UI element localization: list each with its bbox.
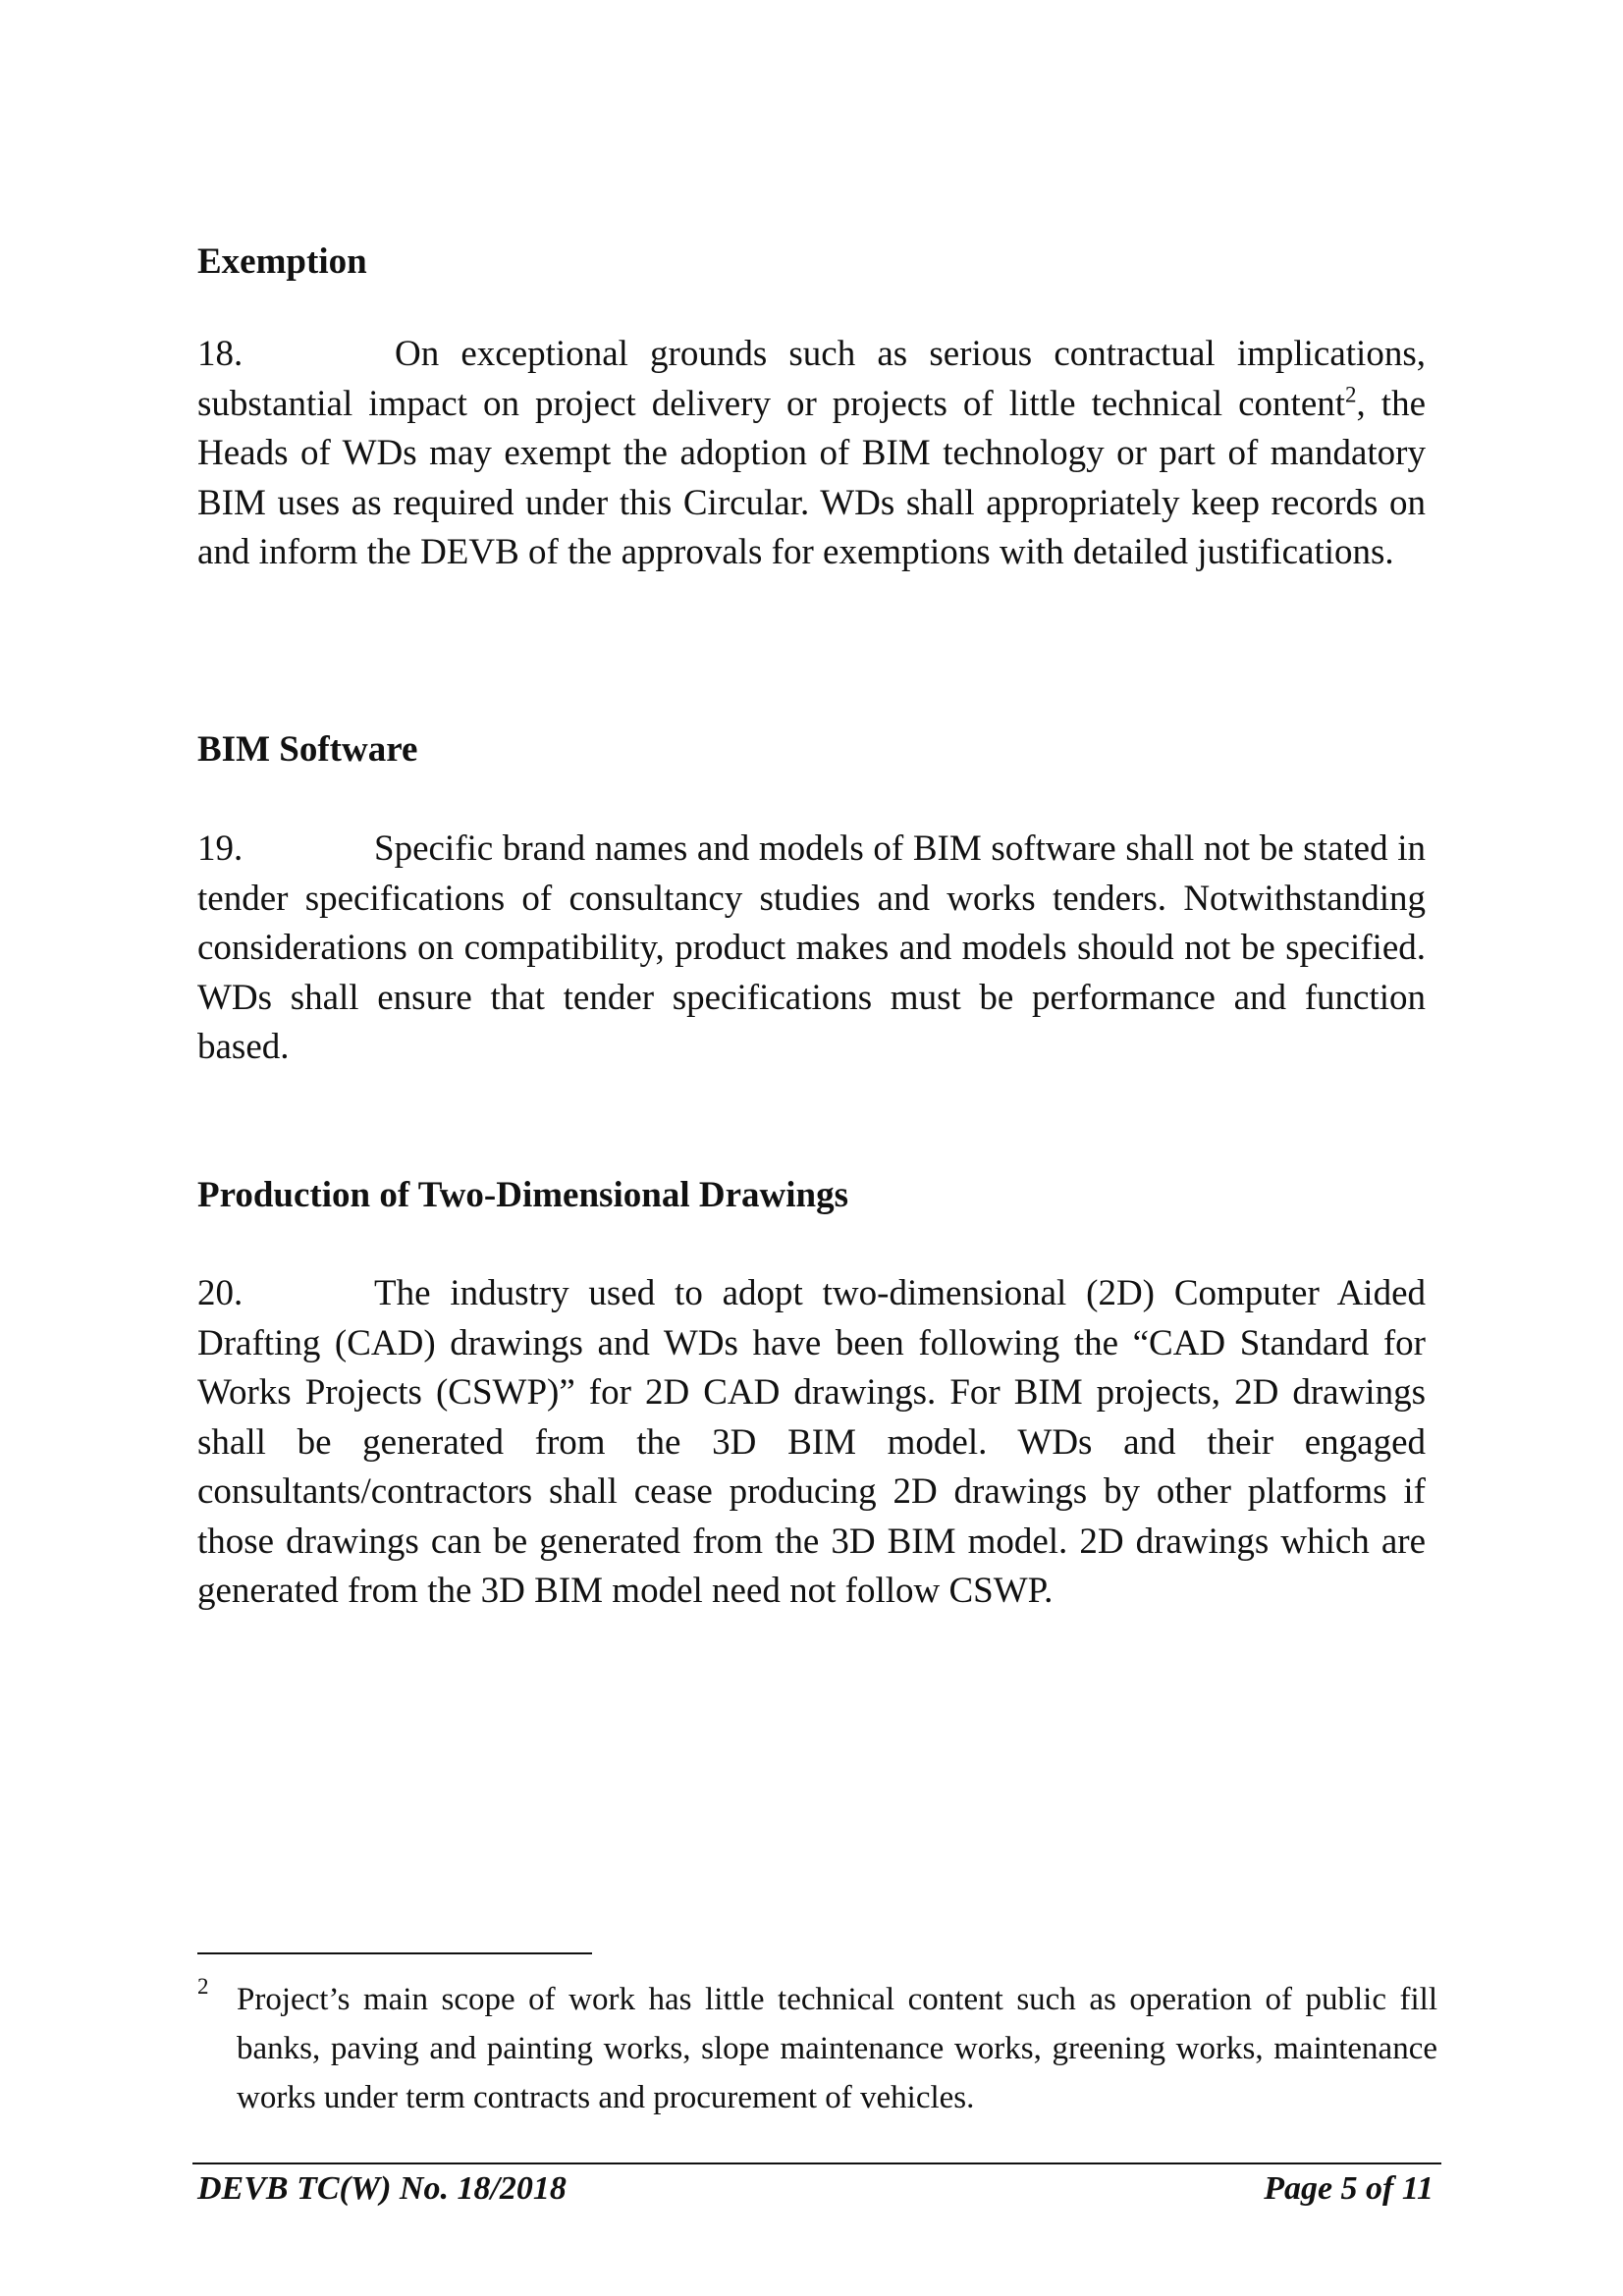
paragraph-18 — [197, 330, 1426, 578]
footnote-text: Project’s main scope of work has little technical content such as operation of public fill banks, paving and painting works, slope maintenance works, greening works, maintenance works under term contracts and procurement of vehicles. — [237, 1982, 1437, 2115]
paragraph-text-continued: , the Heads of WDs may exempt the adoption of BIM technology or part of mandatory BIM uses as required under this Circular. WDs shall appropriately keep records on and inform the DEVB of the approvals for exemptions with detailed justifications. — [197, 383, 1427, 572]
paragraph-number: 19. — [197, 828, 243, 869]
paragraph-number: 20. — [197, 1273, 243, 1313]
paragraph-20 — [197, 1269, 1426, 1617]
paragraph-text: The industry used to adopt two-dimensional (2D) Computer Aided Drafting (CAD) drawings and WDs have been following the “CAD Standard for Works Projects (CSWP)” for 2D CAD drawings. For BIM projects, 2D drawings shall be generated from the 3D BIM model. WDs and their engaged consultants/contractors shall cease producing 2D drawings by other platforms if those drawings can be generated from the 3D BIM model. 2D drawings which are generated from the 3D BIM model need not follow CSWP. — [197, 1273, 1426, 1611]
paragraph-number: 18. — [197, 334, 243, 374]
page-number: Page 5 of 11 — [1264, 2170, 1434, 2207]
circular-reference: DEVB TC(W) No. 18/2018 — [197, 2170, 567, 2207]
footnote-reference: 2 — [1345, 382, 1357, 407]
footnote-mark: 2 — [197, 1974, 209, 1999]
paragraph-text: Specific brand names and models of BIM software shall not be stated in tender specifications of consultancy studies and works tenders. Notwithstanding considerations on compatibility, product makes and models should not be specified. WDs shall ensure that tender specifications must be performance and function based. — [197, 828, 1426, 1067]
paragraph-text: On exceptional grounds such as serious contractual implications, substantial impact on project delivery or projects of little technical content — [197, 334, 1426, 424]
section-heading-bim-software: BIM Software — [197, 729, 418, 770]
footer-divider — [192, 2163, 1441, 2164]
paragraph-19 — [197, 825, 1426, 1073]
footnote — [197, 1975, 1437, 2122]
section-heading-exemption: Exemption — [197, 241, 367, 282]
footnote-divider — [197, 1952, 592, 1954]
section-heading-2d-drawings: Production of Two-Dimensional Drawings — [197, 1175, 848, 1215]
